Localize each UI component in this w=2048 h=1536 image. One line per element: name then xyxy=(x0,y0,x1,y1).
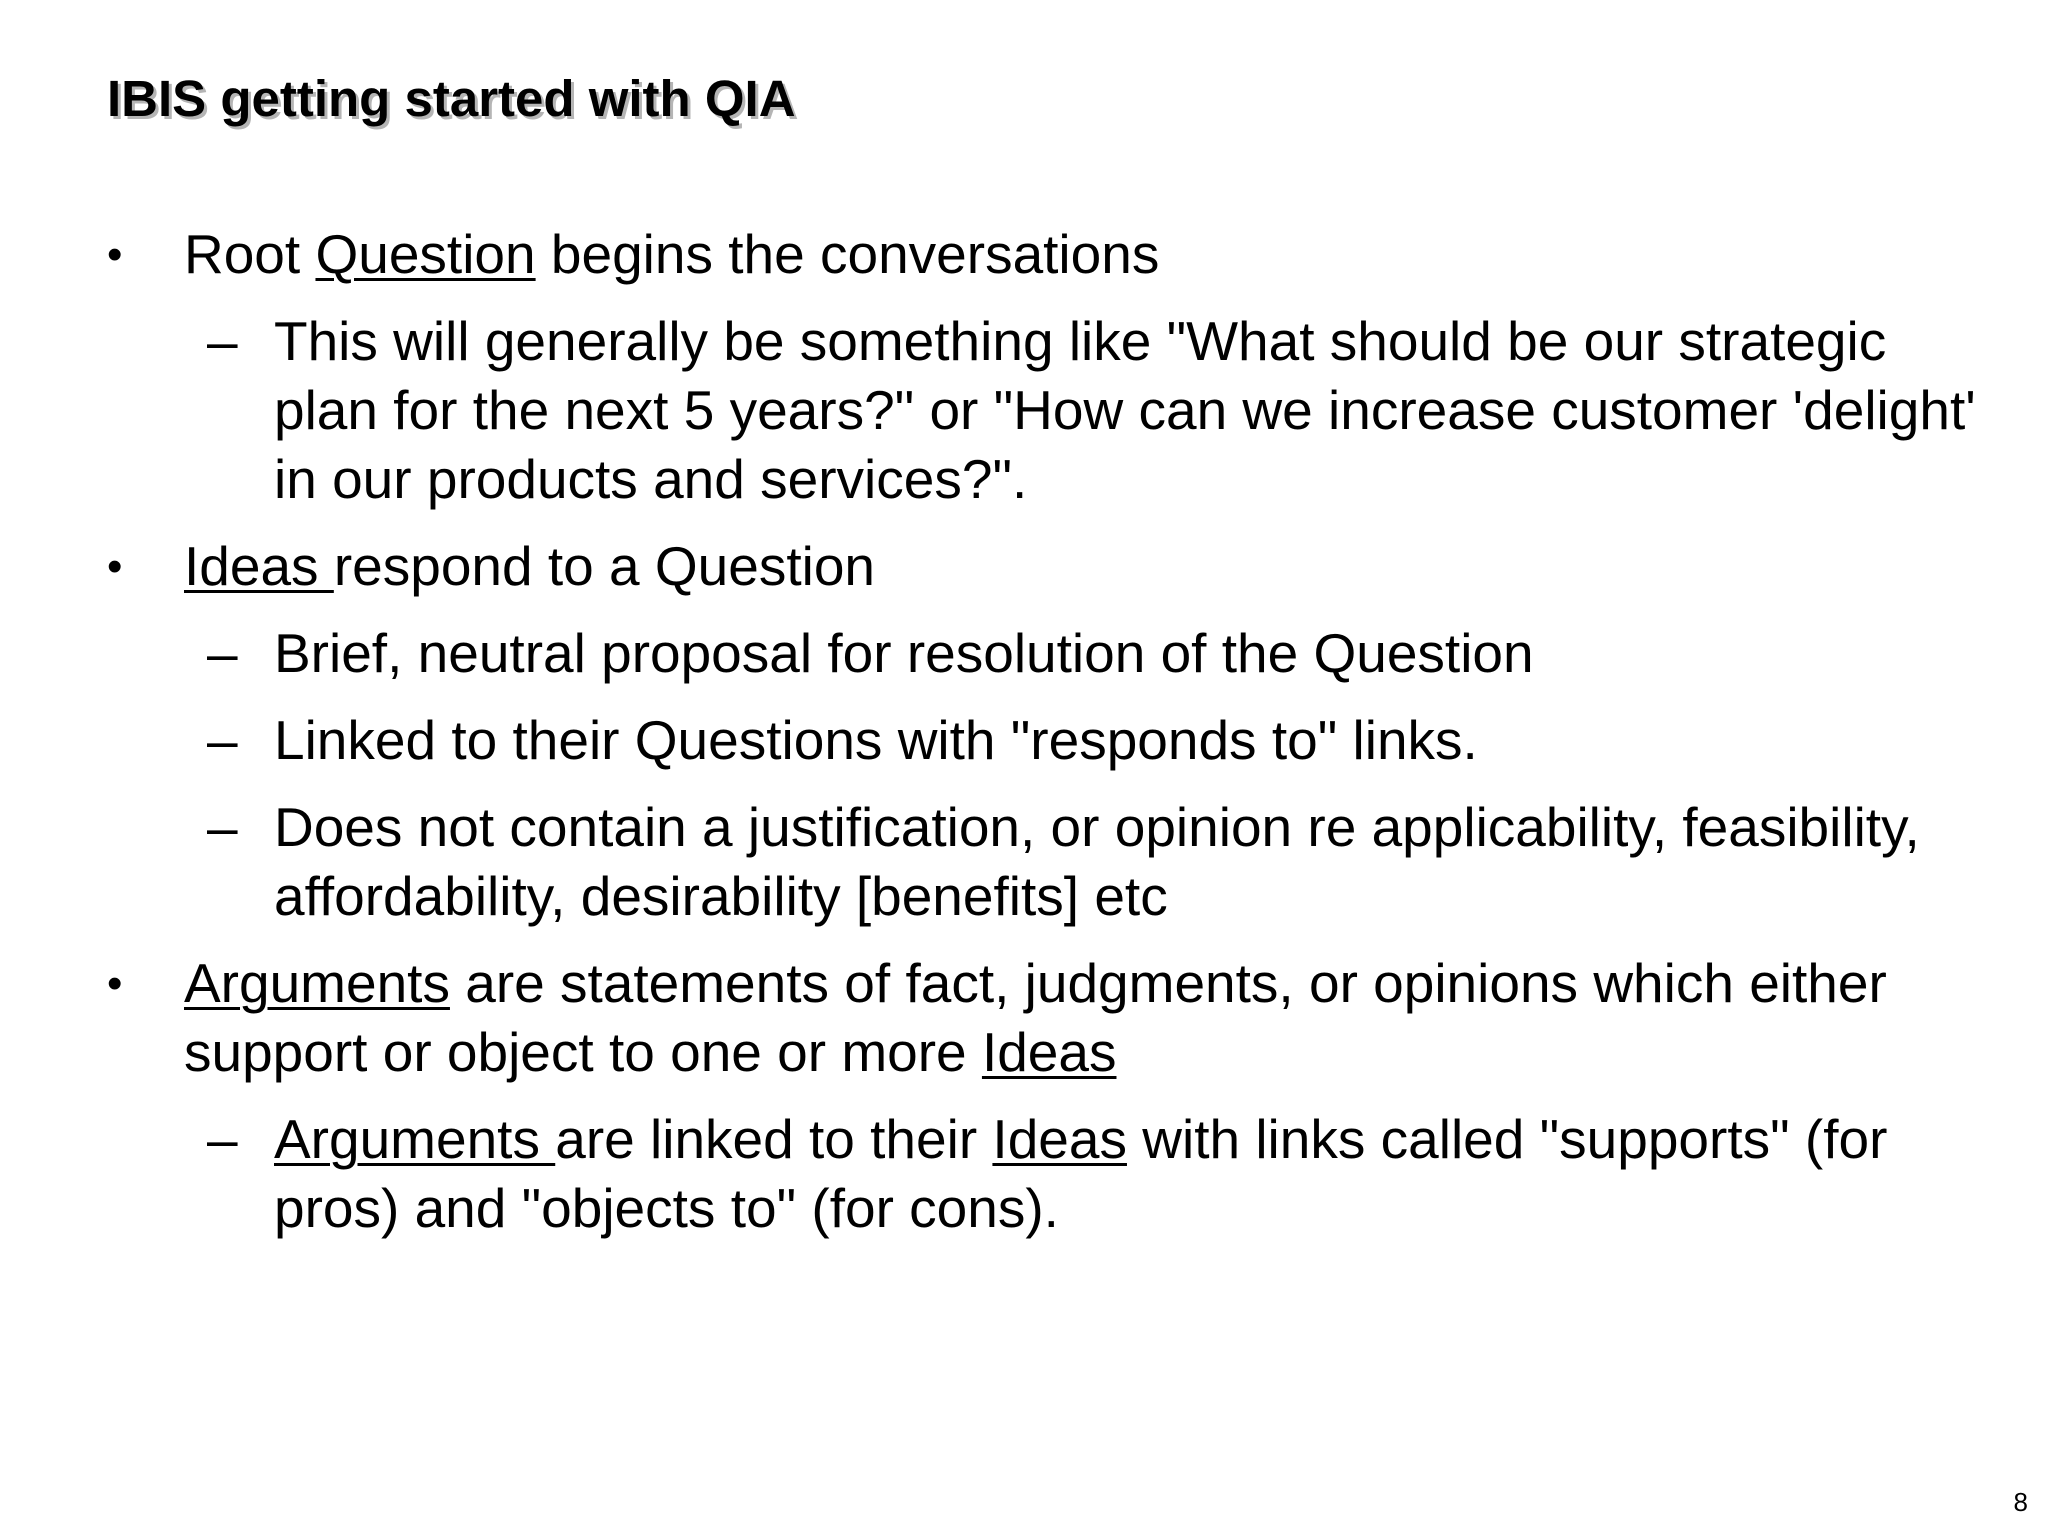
sub-bullet-ideas-brief xyxy=(107,619,1987,688)
bullet-marker: • xyxy=(107,959,123,1008)
underlined-term-ideas: Ideas xyxy=(992,1108,1127,1170)
sub-bullet-ideas-linked xyxy=(107,706,1987,775)
underlined-term-question: Question xyxy=(315,223,536,285)
bullet-root-question xyxy=(107,220,1987,289)
bullet-text: Root xyxy=(184,223,316,285)
bullet-arguments xyxy=(107,949,1987,1087)
sub-bullet-root-question-example xyxy=(107,307,1987,514)
sub-bullet-text: with links called "supports" (for pros) and "objects to" (for cons). xyxy=(274,1108,1888,1239)
underlined-term-ideas: Ideas xyxy=(184,535,334,597)
slide-body xyxy=(107,220,1987,1243)
dash-marker: – xyxy=(207,1108,238,1170)
sub-bullet-text: Does not contain a justification, or opinion re applicability, feasibility, affordability, desirability [benefits] etc xyxy=(274,796,1920,927)
sub-bullet-text: Brief, neutral proposal for resolution of the Question xyxy=(274,622,1534,684)
slide-title: IBIS getting started with QIA xyxy=(107,70,796,127)
bullet-text: respond to a Question xyxy=(333,535,876,597)
underlined-term-arguments: Arguments xyxy=(274,1108,556,1170)
bullet-marker: • xyxy=(107,542,123,591)
sub-bullet-text: are linked to their xyxy=(555,1108,993,1170)
underlined-term-ideas: Ideas xyxy=(981,1021,1117,1083)
bullet-text: begins the conversations xyxy=(535,223,1160,285)
sub-bullet-text: This will generally be something like "What should be our strategic plan for the next 5 years?" or "How can we increase customer 'delight' in our products and services?". xyxy=(274,310,1976,510)
dash-marker: – xyxy=(207,622,238,684)
dash-marker: – xyxy=(207,709,238,771)
bullet-text: are statements of fact, judgments, or opinions which either support or object to one or more xyxy=(184,952,1887,1083)
bullet-marker: • xyxy=(107,230,123,279)
dash-marker: – xyxy=(207,796,238,858)
underlined-term-arguments: Arguments xyxy=(184,952,450,1014)
sub-bullet-text: Linked to their Questions with "responds to" links. xyxy=(274,709,1478,771)
sub-bullet-arguments-linked xyxy=(107,1105,1987,1243)
bullet-ideas xyxy=(107,532,1987,601)
page-number: 8 xyxy=(2013,1487,2028,1517)
sub-bullet-ideas-no-justification xyxy=(107,793,1987,931)
dash-marker: – xyxy=(207,310,238,372)
